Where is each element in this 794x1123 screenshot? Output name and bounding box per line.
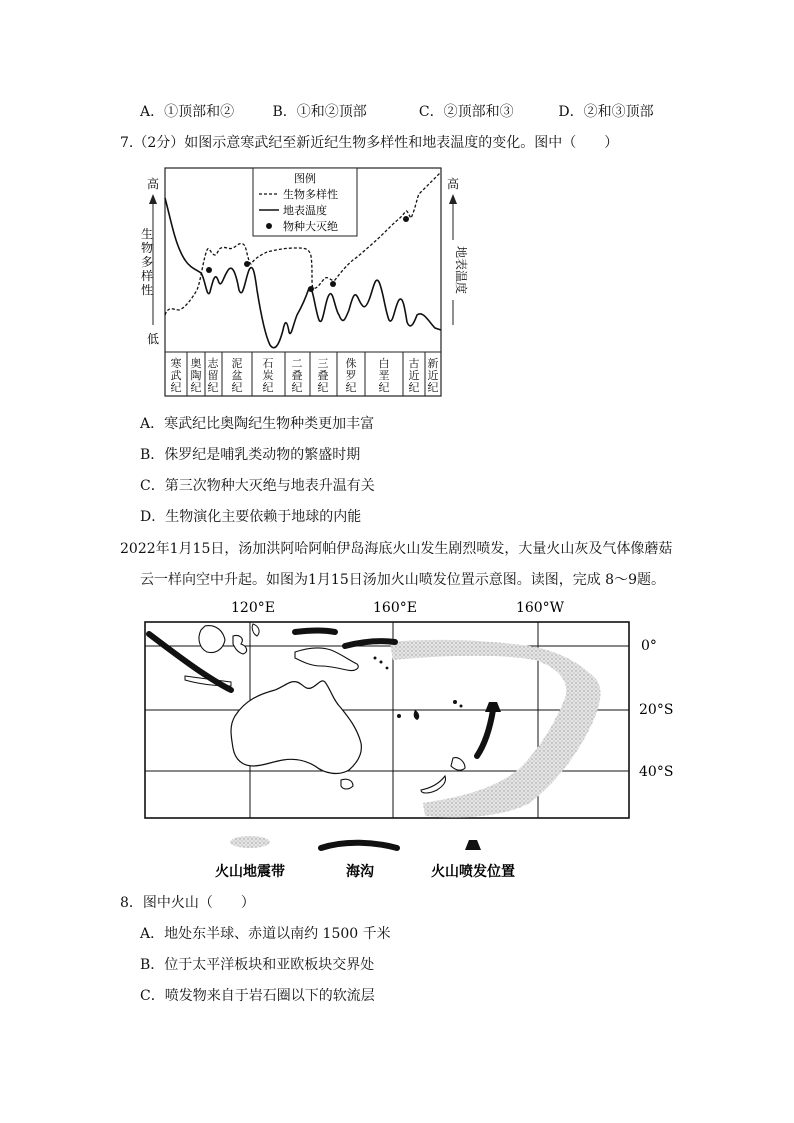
lat-label-20s: 20°S — [639, 702, 674, 718]
extinction-dot — [244, 261, 250, 267]
q6-option-c: C．②顶部和③ — [418, 104, 514, 120]
left-axis-label: 生物多样性 — [140, 227, 154, 297]
q8-option-b: B．位于太平洋板块和亚欧板块交界处 — [140, 957, 375, 973]
right-axis-label-text: 地表温度 — [454, 245, 468, 295]
lon-label-120e: 120°E — [231, 600, 275, 616]
period-label: 三叠纪 — [317, 357, 329, 394]
left-axis-high: 高 — [146, 177, 160, 191]
period-label: 泥盆纪 — [231, 357, 243, 394]
period-label: 寒武纪 — [170, 357, 182, 394]
legend-title: 图例 — [294, 172, 316, 185]
period-label: 侏罗纪 — [345, 357, 357, 394]
lon-label-160e: 160°E — [373, 600, 417, 616]
q7-option-c: C．第三次物种大灭绝与地表升温有关 — [140, 478, 375, 494]
q8-option-a: A．地处东半球、赤道以南约 1500 千米 — [140, 926, 391, 942]
passage-line-1: 2022年1月15日，汤加洪阿哈阿帕伊岛海底火山发生剧烈喷发，大量火山灰及气体像蘑菇 — [120, 541, 673, 557]
period-label: 二叠纪 — [291, 357, 303, 394]
legend-volcanic-belt: 火山地震带 — [215, 864, 285, 880]
q7-option-d: D．生物演化主要依赖于地球的内能 — [140, 509, 362, 525]
q7-stem: 7.（2分）如图示意寒武纪至新近纪生物多样性和地表温度的变化。图中（ ） — [120, 135, 619, 151]
period-label: 志留纪 — [207, 357, 219, 394]
legend-temperature: 地表温度 — [283, 204, 327, 217]
period-label: 奥陶纪 — [190, 357, 202, 394]
period-label: 白垩纪 — [378, 357, 390, 394]
legend-trench: 海沟 — [346, 864, 374, 880]
left-axis-low: 低 — [146, 332, 160, 346]
legend-eruption: 火山喷发位置 — [431, 864, 515, 880]
period-label: 石炭纪 — [262, 357, 274, 394]
q7-option-b: B．侏罗纪是哺乳类动物的繁盛时期 — [140, 447, 361, 463]
q6-option-a: A．①顶部和② — [140, 104, 235, 120]
period-label: 古近纪 — [408, 357, 420, 394]
q7-option-a: A．寒武纪比奥陶纪生物种类更加丰富 — [140, 416, 375, 432]
q6-options — [140, 102, 654, 122]
q6-option-b: B．①和②顶部 — [272, 104, 367, 120]
q8-option-c: C．喷发物来自于岩石圈以下的软流层 — [140, 988, 375, 1004]
lat-label-0: 0° — [641, 638, 657, 654]
extinction-dot — [403, 216, 409, 222]
period-label: 新近纪 — [427, 357, 439, 394]
q6-option-d: D．②和③顶部 — [558, 104, 654, 120]
lon-label-160w: 160°W — [515, 600, 565, 616]
tonga-volcano-map — [135, 598, 695, 888]
legend-biodiversity: 生物多样性 — [283, 188, 338, 201]
extinction-dot — [330, 281, 336, 287]
extinction-dot — [206, 267, 212, 273]
lat-label-40s: 40°S — [639, 764, 674, 780]
extinction-dot — [308, 286, 314, 292]
biodiversity-temperature-chart — [135, 160, 470, 400]
trench-north-new-guinea — [295, 631, 335, 633]
q8-stem: 8．图中火山（ ） — [120, 895, 255, 911]
passage-line-2: 云一样向空中升起。如图为1月15日汤加火山喷发位置示意图。读图，完成 8～9题。 — [140, 572, 665, 588]
legend-extinction: 物种大灭绝 — [283, 220, 338, 233]
right-axis-high: 高 — [446, 177, 460, 191]
tasmania — [341, 779, 353, 789]
